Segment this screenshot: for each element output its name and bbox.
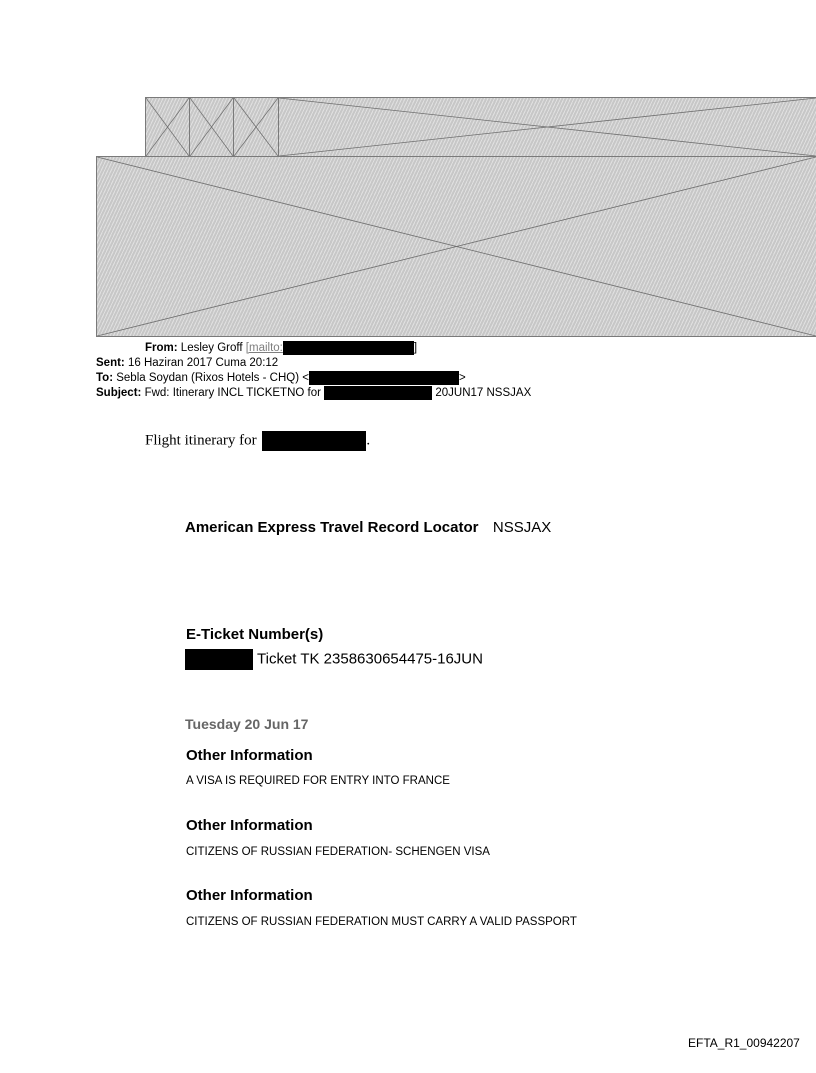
intro-end: .: [366, 432, 371, 449]
to-value: Sebla Soydan (Rixos Hotels - CHQ) <: [116, 372, 309, 385]
email-to-line: [96, 371, 466, 385]
image-placeholder-small-3: [233, 97, 279, 157]
from-label: From:: [145, 342, 178, 355]
redacted-email: [283, 341, 414, 355]
subject-prefix: Fwd: Itinerary INCL TICKETNO for: [144, 387, 321, 400]
email-sent-line: [96, 356, 278, 370]
other-info-title-3: Other Information: [186, 887, 313, 904]
subject-suffix: 20JUN17 NSSJAX: [435, 387, 532, 400]
ticket-number: Ticket TK 2358630654475-16JUN: [257, 650, 483, 668]
eticket-heading: E-Ticket Number(s): [186, 626, 324, 643]
other-info-title-1: Other Information: [186, 747, 313, 764]
mailto-link[interactable]: [mailto:: [245, 342, 283, 355]
intro-text: Flight itinerary for: [145, 432, 257, 449]
sent-label: Sent:: [96, 357, 125, 369]
other-info-title-2: Other Information: [186, 817, 313, 834]
itinerary-date: Tuesday 20 Jun 17: [185, 716, 309, 732]
document-id: EFTA_R1_00942207: [688, 1036, 800, 1050]
redacted-subject-name: [324, 386, 432, 400]
email-subject-line: [96, 386, 531, 400]
redacted-ticket-name: [185, 649, 253, 670]
other-info-text-3: CITIZENS OF RUSSIAN FEDERATION MUST CARRY A VALID PASSPORT: [186, 916, 577, 928]
other-info-text-2: CITIZENS OF RUSSIAN FEDERATION- SCHENGEN VISA: [186, 846, 490, 858]
other-info-text-1: A VISA IS REQUIRED FOR ENTRY INTO FRANCE: [186, 775, 450, 787]
redacted-to-email: [309, 371, 459, 385]
from-name: Lesley Groff: [180, 342, 243, 355]
eticket-line: [185, 649, 483, 670]
image-placeholder-banner: [278, 97, 816, 157]
to-suffix: >: [458, 372, 466, 385]
record-locator: [185, 519, 551, 537]
to-label: To:: [96, 372, 114, 385]
image-placeholder-small-2: [189, 97, 234, 157]
image-placeholder-large: [96, 156, 816, 337]
mailto-suffix: ]: [413, 342, 418, 355]
image-placeholder-small-1: [145, 97, 190, 157]
record-locator-label: American Express Travel Record Locator: [185, 519, 479, 536]
subject-label: Subject:: [96, 387, 142, 400]
email-from-line: [145, 341, 417, 355]
sent-value: 16 Haziran 2017 Cuma 20:12: [127, 357, 279, 369]
intro-line: [145, 431, 370, 451]
record-locator-value: NSSJAX: [492, 519, 552, 536]
redacted-passenger-name: [262, 431, 366, 451]
